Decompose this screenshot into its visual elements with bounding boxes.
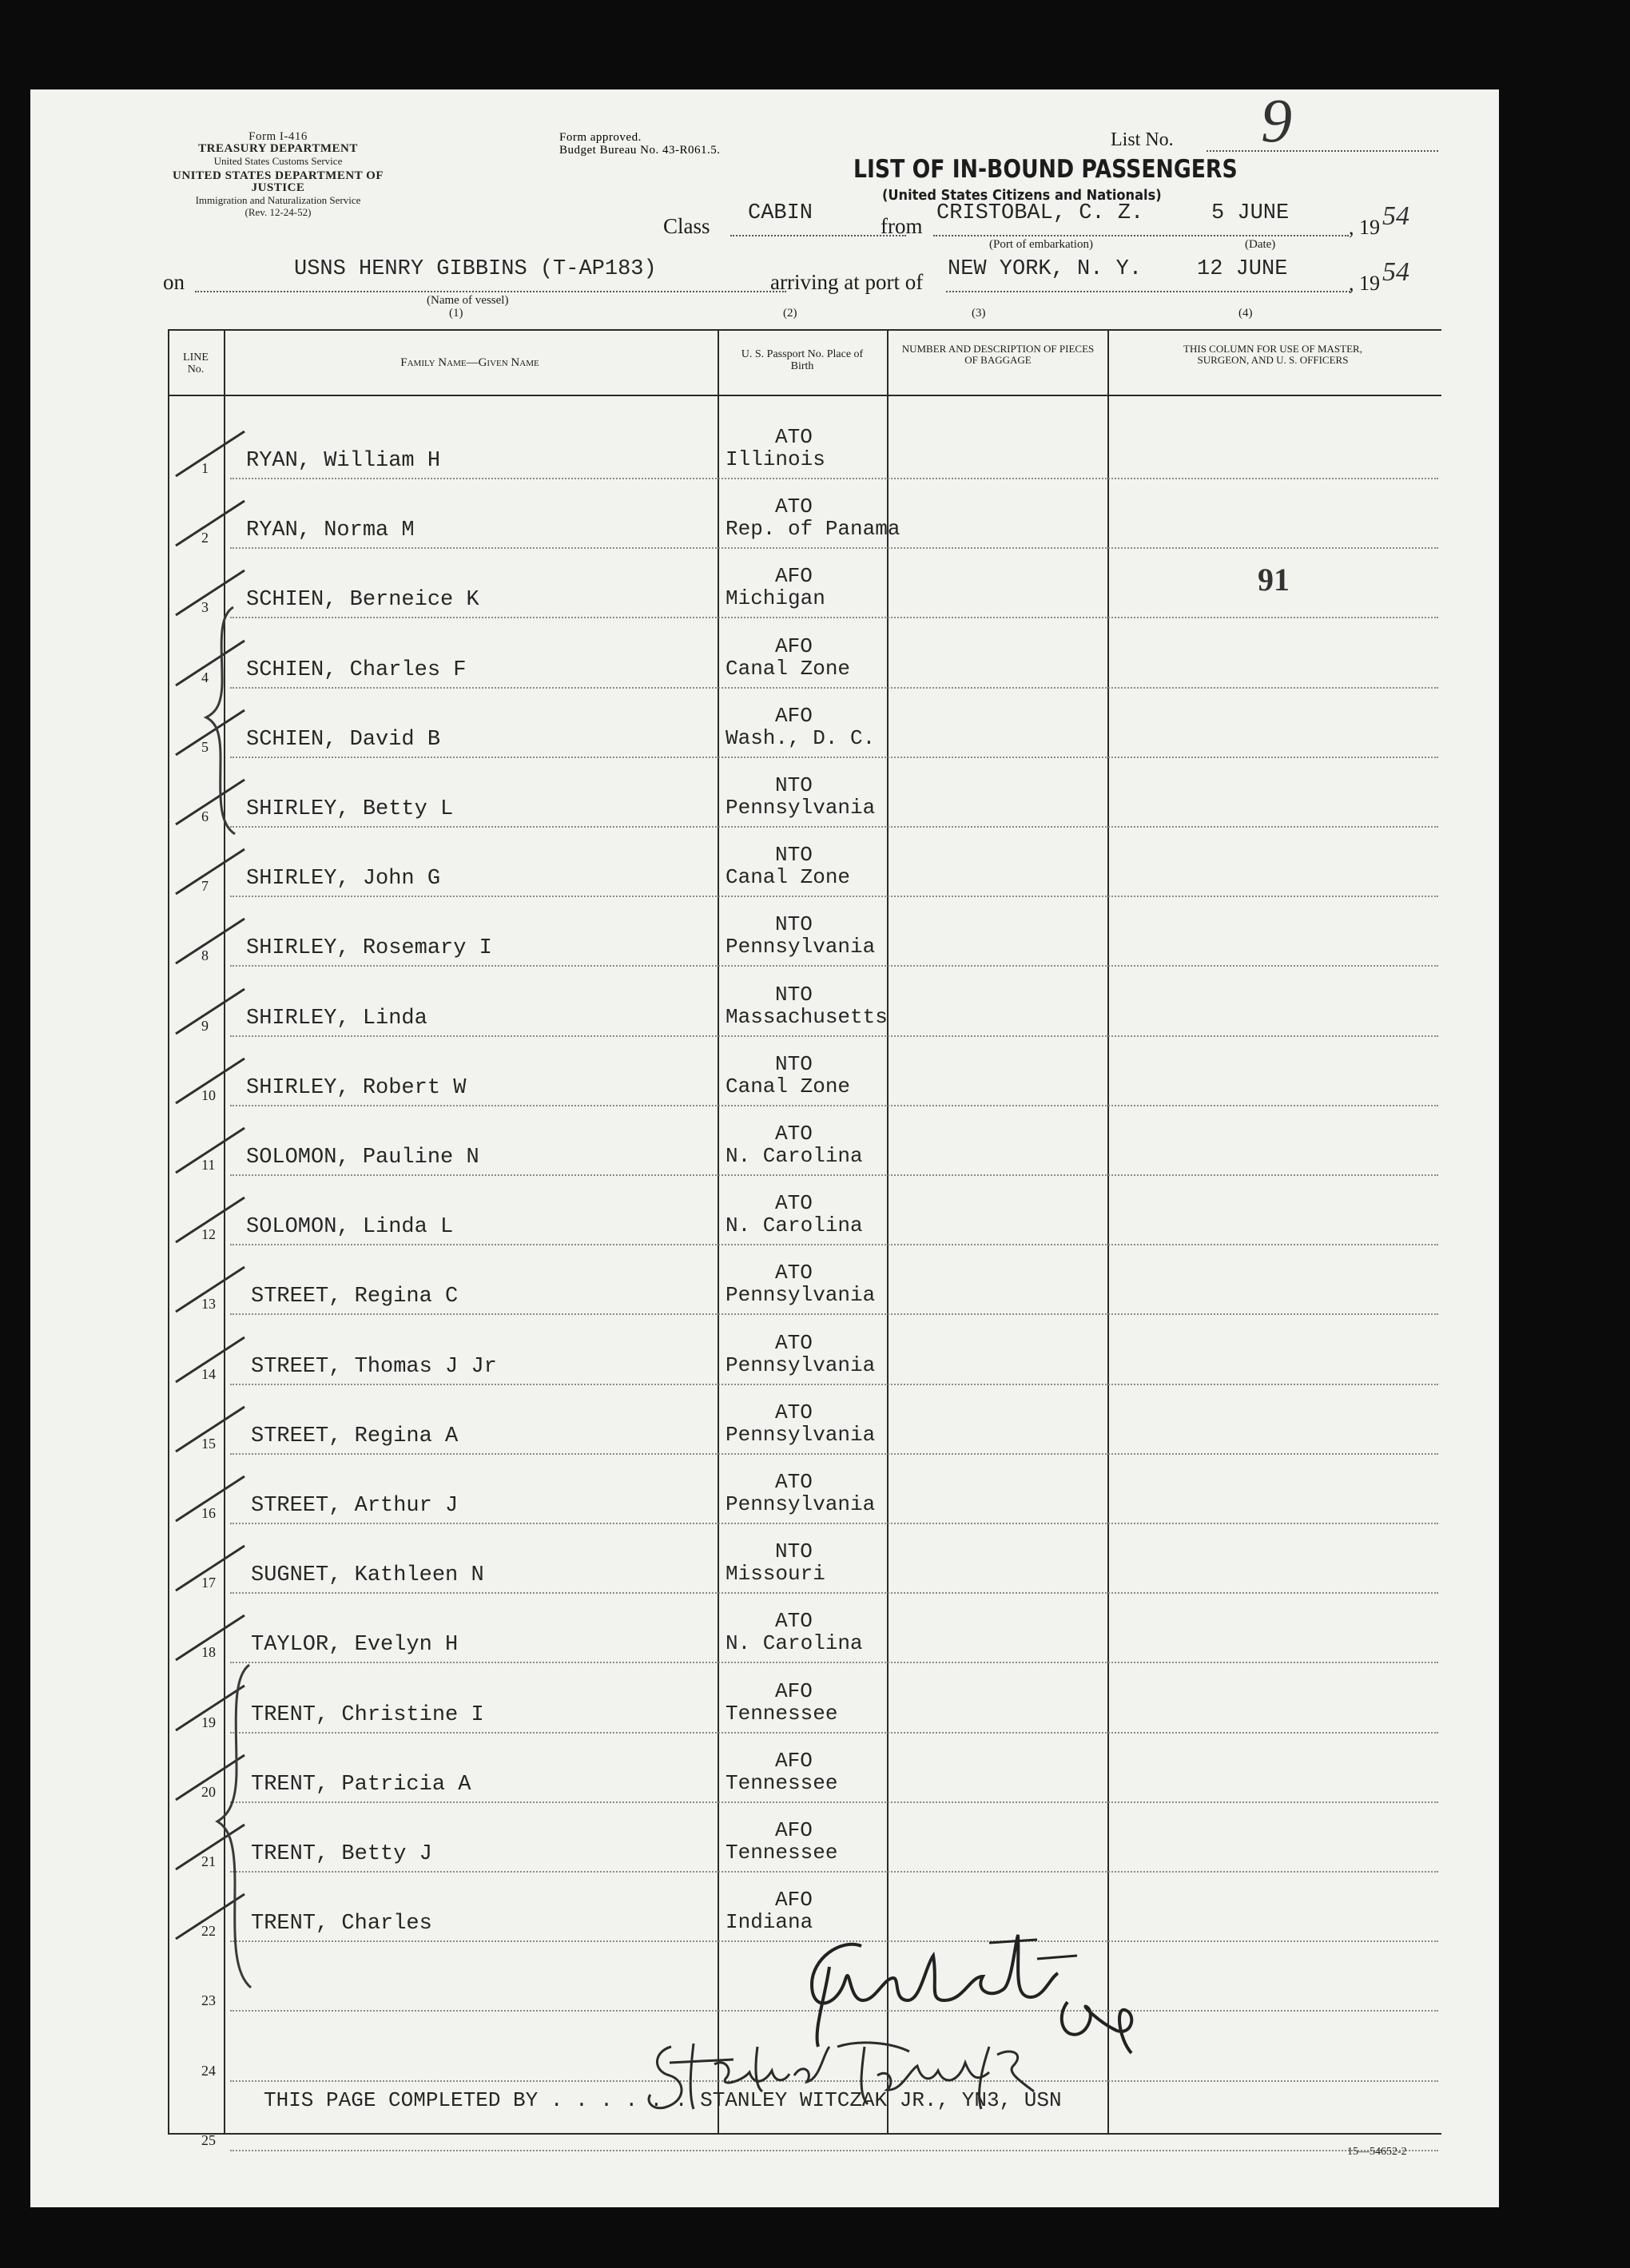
col-header-passport: U. S. Passport No. Place of Birth (741, 348, 864, 372)
passport-code: AFO (775, 1748, 813, 1773)
place-of-birth: Canal Zone (726, 1074, 851, 1098)
row-line-number: 25 (201, 2131, 216, 2148)
check-mark (171, 427, 251, 483)
row-line-number: 21 (201, 1853, 216, 1869)
row-separator (230, 1523, 1438, 1524)
place-of-birth: N. Carolina (726, 1144, 863, 1168)
passenger-name: SCHIEN, Berneice K (246, 588, 479, 613)
row-line-number: 23 (201, 1992, 216, 2009)
col-number-4: (4) (1238, 307, 1253, 320)
passenger-name: STREET, Thomas J Jr (251, 1354, 497, 1379)
row-line-number: 18 (201, 1644, 216, 1661)
place-of-birth: Canal Zone (726, 865, 851, 890)
form-agency-block (150, 131, 406, 218)
row-separator (230, 1662, 1438, 1663)
passenger-name: SCHIEN, Charles F (246, 657, 467, 682)
row-line-number: 7 (201, 878, 209, 895)
vessel-caption: (Name of vessel) (427, 294, 509, 307)
table-top-border (168, 329, 1441, 331)
place-of-birth: Wash., D. C. (726, 725, 876, 750)
row-separator (230, 965, 1438, 967)
name-col-divider (718, 329, 719, 2135)
passenger-name: SOLOMON, Linda L (246, 1215, 454, 1240)
row-separator (230, 1801, 1438, 1803)
place-of-birth: Pennsylvania (726, 1283, 876, 1308)
passport-code: ATO (775, 1330, 813, 1355)
arrival-date: 12 JUNE (1197, 257, 1288, 281)
revision-date: (Rev. 12-24-52) (245, 206, 312, 218)
passenger-name: SHIRLEY, John G (246, 867, 441, 892)
list-no-label: List No. (1111, 129, 1174, 150)
ins-service: Immigration and Naturalization Service (195, 194, 361, 206)
place-of-birth: Tennessee (726, 1770, 838, 1795)
check-mark (171, 1402, 251, 1458)
passenger-name: STREET, Regina A (251, 1424, 459, 1448)
passenger-name: RYAN, William H (246, 449, 441, 473)
check-mark (171, 1472, 251, 1527)
row-line-number: 3 (201, 599, 209, 616)
passport-code: ATO (775, 425, 813, 449)
check-mark (171, 496, 251, 552)
row-separator (230, 547, 1438, 549)
row-separator (230, 1453, 1438, 1455)
passport-col-divider (887, 329, 889, 2135)
place-of-birth: N. Carolina (726, 1631, 863, 1656)
row-separator (230, 2150, 1438, 2151)
row-separator (230, 826, 1438, 828)
place-of-birth: Pennsylvania (726, 1352, 876, 1377)
passport-code: NTO (775, 1051, 813, 1076)
row-line-number: 9 (201, 1017, 209, 1034)
passenger-name: TRENT, Charles (251, 1912, 432, 1936)
row-line-number: 1 (201, 460, 209, 476)
col-header-name: Family Name—Given Name (400, 356, 539, 369)
row-line-number: 11 (201, 1157, 216, 1173)
clerk-signature (638, 2015, 1053, 2135)
row-separator (230, 1732, 1438, 1734)
col-number-2: (2) (783, 307, 797, 320)
row-separator (230, 1871, 1438, 1873)
row-separator (230, 1105, 1438, 1106)
row-separator (230, 757, 1438, 758)
passport-code: ATO (775, 1122, 813, 1146)
passenger-name: TAYLOR, Evelyn H (251, 1633, 459, 1658)
date-caption: (Date) (1245, 238, 1276, 251)
row-separator (230, 617, 1438, 618)
vessel-line (195, 291, 786, 292)
row-line-number: 20 (201, 1783, 216, 1800)
row-line-number: 4 (201, 669, 209, 685)
passenger-name: TRENT, Patricia A (251, 1772, 471, 1797)
row-line-number: 15 (201, 1435, 216, 1452)
from-label: from (881, 214, 923, 238)
passenger-name: TRENT, Betty J (251, 1842, 432, 1866)
arrival-line (946, 291, 1350, 292)
place-of-birth: Pennsylvania (726, 796, 876, 820)
class-label: Class (663, 214, 710, 238)
passport-code: ATO (775, 495, 813, 519)
class-line (730, 235, 906, 236)
passport-code: NTO (775, 843, 813, 868)
place-of-birth: Pennsylvania (726, 935, 876, 959)
check-mark (171, 1193, 251, 1249)
passenger-name: TRENT, Christine I (251, 1702, 484, 1727)
list-no-line (1207, 150, 1438, 152)
from-line (933, 235, 1349, 236)
list-no-value: 9 (1261, 85, 1292, 155)
col-header-officers: THIS COLUMN FOR USE OF MASTER, SURGEON, AND U. S. OFFICERS (1183, 343, 1362, 366)
passport-code: NTO (775, 982, 813, 1007)
family-brace-schien (201, 601, 249, 840)
row-line-number: 10 (201, 1086, 216, 1103)
year-suffix-2: 54 (1382, 257, 1409, 287)
passport-code: ATO (775, 1400, 813, 1424)
passport-code: ATO (775, 1470, 813, 1494)
place-of-birth: N. Carolina (726, 1213, 863, 1238)
year-prefix-1: , 19 (1349, 216, 1380, 239)
check-mark (171, 1262, 251, 1318)
row-line-number: 8 (201, 947, 209, 964)
row-line-number: 12 (201, 1226, 216, 1243)
baggage-col-divider (1107, 329, 1109, 2135)
passenger-name: SUGNET, Kathleen N (251, 1563, 484, 1588)
place-of-birth: Michigan (726, 586, 825, 611)
form-approved: Form approved. (559, 131, 642, 144)
row-separator (230, 478, 1438, 479)
passport-code: ATO (775, 1609, 813, 1634)
justice-dept: UNITED STATES DEPARTMENT OF JUSTICE (173, 169, 384, 194)
passport-code: AFO (775, 564, 813, 589)
year-suffix-1: 54 (1382, 201, 1409, 231)
check-mark (171, 914, 251, 970)
col-header-baggage: NUMBER AND DESCRIPTION OF PIECES OF BAGGAGE (901, 343, 1095, 366)
print-code: 15—54652-2 (1347, 2146, 1407, 2158)
place-of-birth: Massachusetts (726, 1004, 888, 1029)
place-of-birth: Tennessee (726, 1841, 838, 1865)
check-mark (171, 1541, 251, 1597)
col-number-3: (3) (972, 307, 986, 320)
col-number-1: (1) (449, 307, 463, 320)
row-separator (230, 896, 1438, 897)
class-value: CABIN (748, 201, 813, 225)
port-embarkation-caption: (Port of embarkation) (989, 238, 1093, 251)
passport-code: AFO (775, 703, 813, 728)
passport-code: AFO (775, 1888, 813, 1913)
place-of-birth: Pennsylvania (726, 1422, 876, 1447)
arrival-port: NEW YORK, N. Y. (948, 257, 1143, 281)
passport-code: NTO (775, 912, 813, 937)
page-title: LIST OF IN-BOUND PASSENGERS (853, 155, 1238, 184)
row-line-number: 6 (201, 808, 209, 824)
row-line-number: 16 (201, 1505, 216, 1521)
passport-code: NTO (775, 773, 813, 797)
place-of-birth: Missouri (726, 1562, 825, 1587)
passenger-name: SHIRLEY, Rosemary I (246, 936, 492, 961)
row-line-number: 5 (201, 738, 209, 755)
year-prefix-2: , 19 (1349, 272, 1380, 295)
departure-date: 5 JUNE (1211, 201, 1290, 225)
check-mark (171, 1333, 251, 1388)
passport-code: AFO (775, 1678, 813, 1703)
passenger-name: RYAN, Norma M (246, 518, 415, 543)
passport-code: ATO (775, 1191, 813, 1216)
budget-bureau: Budget Bureau No. 43-R061.5. (559, 144, 721, 157)
passport-code: NTO (775, 1539, 813, 1564)
place-of-birth: Tennessee (726, 1701, 838, 1726)
row-line-number: 24 (201, 2062, 216, 2079)
table-header-rule (168, 395, 1441, 396)
place-of-birth: Indiana (726, 1910, 813, 1935)
passport-code: ATO (775, 1261, 813, 1285)
treasury-dept: TREASURY DEPARTMENT (198, 142, 358, 155)
passenger-name: SHIRLEY, Betty L (246, 797, 454, 821)
place-of-birth: Illinois (726, 447, 825, 471)
check-mark (171, 1123, 251, 1179)
row-line-number: 2 (201, 530, 209, 546)
on-label: on (163, 270, 185, 294)
place-of-birth: Canal Zone (726, 656, 851, 681)
officer-note: 91 (1258, 562, 1290, 598)
col-header-line-no: LINE No. (183, 352, 209, 375)
row-separator (230, 1244, 1438, 1245)
family-brace-trent (211, 1658, 259, 1994)
check-mark (171, 844, 251, 900)
place-of-birth: Pennsylvania (726, 1492, 876, 1516)
approval-block (559, 131, 720, 157)
row-separator (230, 1035, 1438, 1037)
passenger-name: SOLOMON, Pauline N (246, 1146, 479, 1170)
row-separator (230, 1313, 1438, 1315)
row-line-number: 22 (201, 1923, 216, 1940)
passenger-name: STREET, Regina C (251, 1285, 459, 1309)
row-separator (230, 1592, 1438, 1594)
row-separator (230, 1384, 1438, 1385)
from-port: CRISTOBAL, C. Z. (936, 201, 1144, 225)
row-separator (230, 1174, 1438, 1176)
row-line-number: 13 (201, 1296, 216, 1313)
check-mark (171, 1054, 251, 1110)
completed-by-line: THIS PAGE COMPLETED BY . . . . . . STANLEY WITCZAK JR., YN3, USN (264, 2088, 1062, 2112)
row-line-number: 14 (201, 1365, 216, 1382)
arriving-label: arriving at port of (770, 270, 924, 294)
form-number: Form I-416 (248, 130, 308, 143)
place-of-birth: Rep. of Panama (726, 517, 900, 542)
passenger-name: SHIRLEY, Linda (246, 1006, 427, 1031)
passenger-name: STREET, Arthur J (251, 1494, 459, 1518)
page-subtitle: (United States Citizens and Nationals) (882, 187, 1162, 204)
vessel-name: USNS HENRY GIBBINS (T-AP183) (294, 257, 657, 281)
row-separator (230, 687, 1438, 689)
passenger-name: SCHIEN, David B (246, 727, 441, 752)
passport-code: AFO (775, 634, 813, 658)
passport-code: AFO (775, 1818, 813, 1842)
table-left-border (168, 329, 169, 2135)
passenger-name: SHIRLEY, Robert W (246, 1075, 467, 1100)
customs-service: United States Customs Service (213, 155, 343, 167)
check-mark (171, 984, 251, 1040)
row-line-number: 17 (201, 1575, 216, 1591)
row-line-number: 19 (201, 1714, 216, 1730)
manifest-page (30, 85, 1499, 2207)
